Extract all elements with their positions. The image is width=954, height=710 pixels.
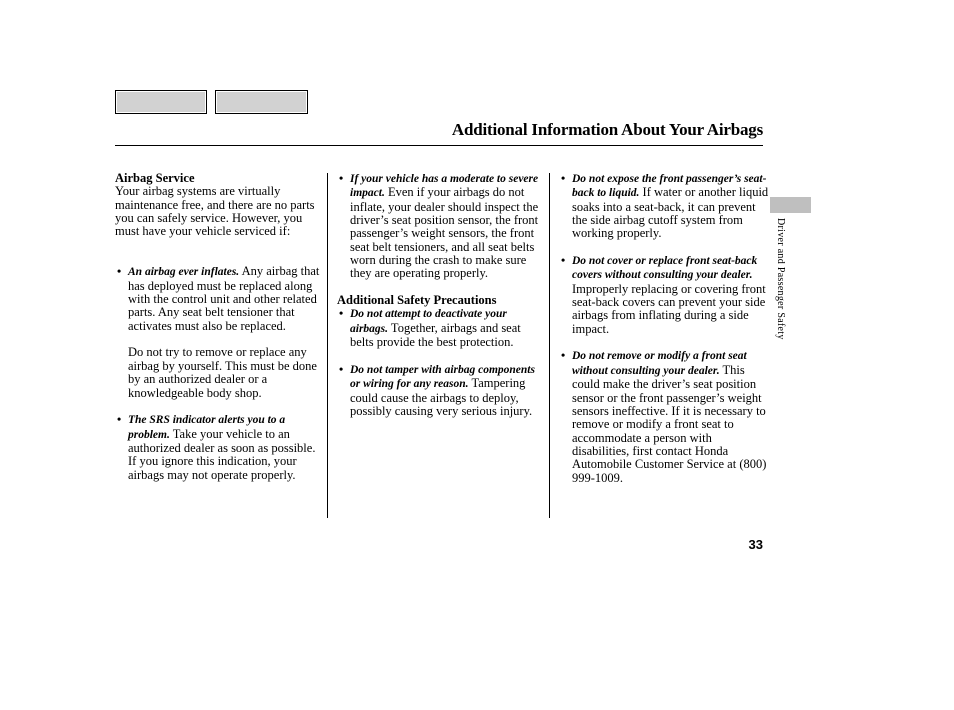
bullet-lead: An airbag ever inflates. [128,266,240,279]
nav-button-contents[interactable] [115,90,207,114]
bullet-icon: • [561,253,566,268]
list-item [337,307,544,349]
list-item [559,349,770,484]
bullet-lead: The SRS indicator alerts you to a problem. [128,414,286,441]
list-item [337,172,544,281]
column-divider-2 [549,173,550,518]
column-1 [115,172,323,495]
bullet-paragraph: Do not try to remove or replace any airbag by yourself. This must be done by an authorized dealer or a knowledgeable body shop. [128,345,317,400]
section-tab [770,197,811,213]
bullet-lead: Do not attempt to deactivate your airbags. [350,308,507,335]
bullet-lead: If your vehicle has a moderate to severe impact. [350,173,539,200]
section-label: Driver and Passenger Safety [775,218,786,340]
safety-precautions-heading: Additional Safety Precautions [337,293,497,308]
bullet-text: Improperly replacing or covering front seat-back covers can prevent your side airbags from inflating during a side impact. [572,281,766,336]
list-item [115,265,323,333]
bullet-icon: • [561,348,566,363]
bullet-text: Any airbag that has deployed must be replaced along with the control unit and other related parts. Any seat belt tensioner that activates must also be replaced. [128,264,320,333]
page-number: 33 [748,537,763,552]
title-rule [115,145,763,146]
list-item [115,413,323,482]
bullet-text: This could make the driver’s seat position sensor or the front passenger’s weight sensors ineffective. If it is necessary to remove or modify a front seat to accommodate a person with disabilities, first contact Honda Automobile Customer Service at (800) 999-1009. [572,362,767,485]
bullet-lead: Do not tamper with airbag components or wiring for any reason. [350,363,535,391]
bullet-text: Together, airbags and seat belts provide the best protection. [350,320,521,350]
airbag-service-heading: Airbag Service [115,171,195,185]
list-item [559,254,770,336]
airbag-service-intro: Your airbag systems are virtually maintenance free, and there are no parts you can safely service. However, you must have your vehicle serviced if: [115,184,315,239]
bullet-text: Tampering could cause the airbags to deploy, possibly causing very serious injury. [350,376,533,418]
bullet-icon: • [117,264,122,279]
bullet-icon: • [561,171,566,185]
column-2 [337,172,544,432]
list-item [559,172,770,241]
bullet-lead: Do not cover or replace front seat-back covers without consulting your dealer. [572,255,758,282]
bullet-icon: • [339,361,344,376]
page-title: Additional Information About Your Airbags [451,120,763,139]
bullet-icon: • [117,412,122,427]
bullet-text: If water or another liquid soaks into a seat-back, it can prevent the side airbag cutoff system from working properly. [572,185,769,241]
bullet-lead: Do not expose the front passenger’s seat-back to liquid. [572,173,767,200]
bullet-lead: Do not remove or modify a front seat without consulting your dealer. [572,350,747,377]
column-divider-1 [327,173,328,518]
list-item [337,363,544,418]
nav-button-index[interactable] [215,90,308,114]
bullet-text: Take your vehicle to an authorized dealer as soon as possible. If you ignore this indication, your airbags may not operate properly. [128,426,316,482]
bullet-icon: • [339,306,344,321]
bullet-icon: • [339,171,344,185]
bullet-text: Even if your airbags do not inflate, your dealer should inspect the driver’s seat position sensor, the front passenger’s weight sensors, the front seat belt tensioners, and all seat belts worn during the crash to make sure they are operating properly. [350,185,539,281]
column-3 [559,172,770,498]
